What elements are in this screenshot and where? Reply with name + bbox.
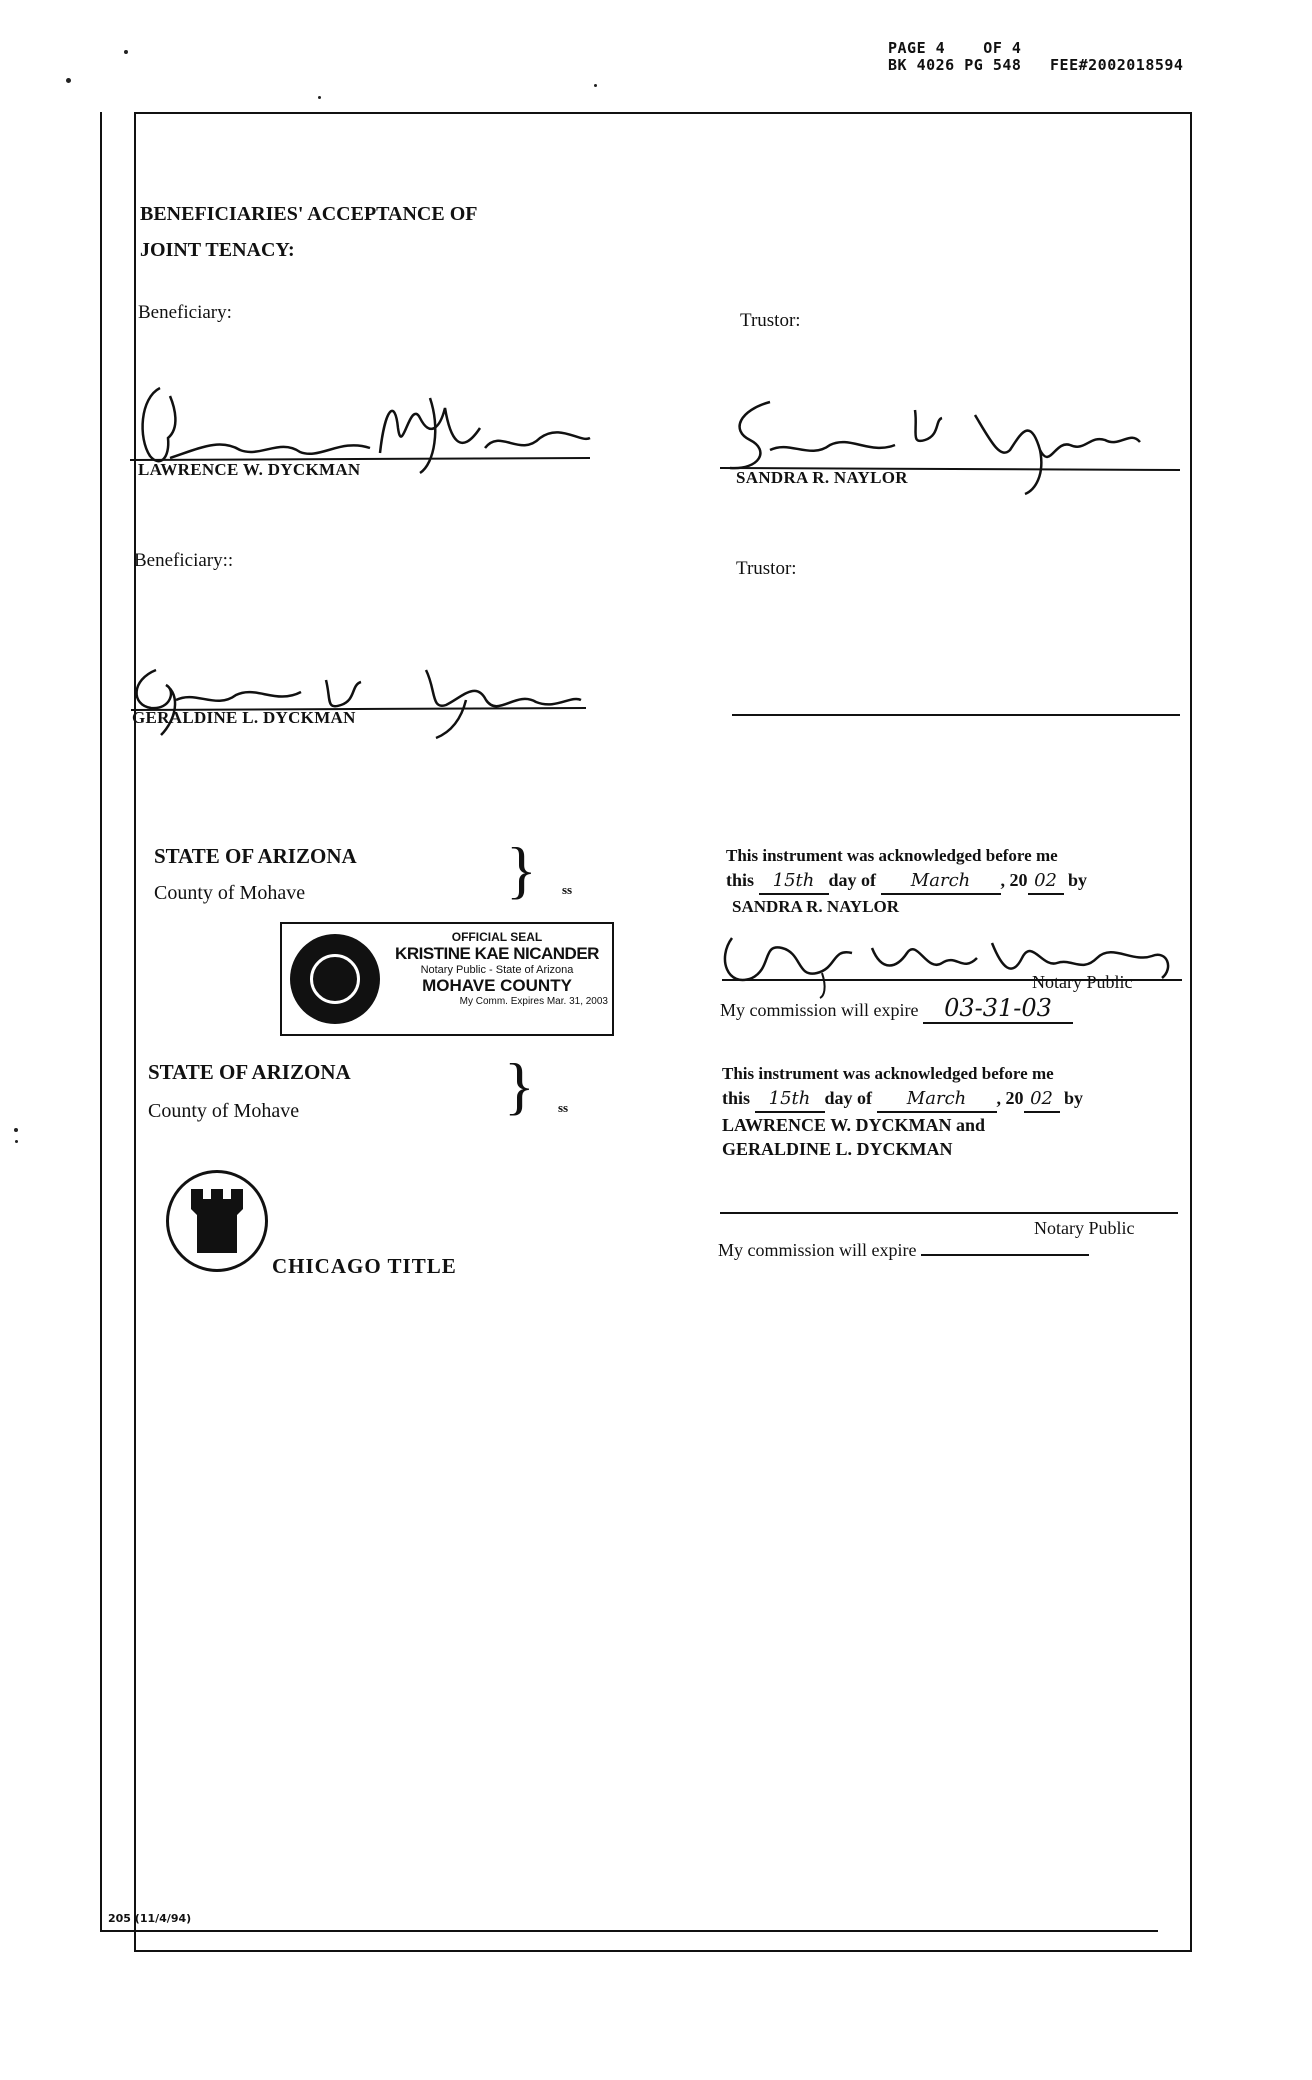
- trustor1-label: Trustor:: [740, 310, 801, 331]
- notary1-line1: This instrument was acknowledged before me: [726, 846, 1058, 865]
- notary2-notary-public: Notary Public: [1034, 1218, 1135, 1238]
- notary1-state: STATE OF ARIZONA: [154, 844, 357, 868]
- notary1-day-of: day of: [828, 870, 877, 890]
- scan-speck: [15, 1140, 18, 1143]
- notary1-this: this: [726, 870, 755, 890]
- notary2-state: STATE OF ARIZONA: [148, 1060, 351, 1084]
- notary2-county: [148, 1100, 299, 1123]
- recording-stamp: [888, 40, 1183, 74]
- notary2-signers-line2: GERALDINE L. DYCKMAN: [722, 1139, 953, 1159]
- trustor1-name: SANDRA R. NAYLOR: [736, 468, 908, 487]
- book-page-fee: BK 4026 PG 548 FEE#2002018594: [888, 56, 1184, 74]
- section-title: [140, 196, 477, 268]
- scan-speck: [594, 84, 597, 87]
- notary1-brace: }: [506, 834, 537, 905]
- seal-notary-name: KRISTINE KAE NICANDER: [395, 944, 599, 963]
- notary2-brace: }: [504, 1050, 535, 1121]
- beneficiary2-label: Beneficiary::: [134, 550, 234, 571]
- scan-speck: [66, 78, 71, 83]
- notary1-line2: [726, 868, 1166, 895]
- notary2-line1: This instrument was acknowledged before me: [722, 1064, 1054, 1083]
- trustor2-label: Trustor:: [736, 558, 797, 579]
- notary1-signer: SANDRA R. NAYLOR: [732, 897, 900, 916]
- seal-official: OFFICIAL SEAL: [451, 930, 543, 944]
- notary2-this: this: [722, 1088, 751, 1108]
- section-title-line1: BENEFICIARIES' ACCEPTANCE OF: [140, 203, 478, 225]
- notary1-commission-date: 03-31-03: [923, 994, 1073, 1024]
- seal-expiration: My Comm. Expires Mar. 31, 2003: [459, 996, 608, 1007]
- notary1-county: [154, 882, 305, 905]
- notary1-notary-public: Notary Public: [1032, 972, 1133, 992]
- notary1-county-text: County of Mohave: [154, 882, 306, 904]
- notary2-signers-line1: LAWRENCE W. DYCKMAN and: [722, 1115, 986, 1135]
- notary2-commission: [718, 1238, 1089, 1261]
- scan-speck: [124, 50, 128, 54]
- seal-text-block: [386, 930, 608, 1007]
- notary1-ss: ss: [562, 882, 573, 897]
- section-title-line2: JOINT TENACY:: [140, 239, 295, 261]
- notary2-line2: [722, 1086, 1172, 1113]
- notary1-month: March: [881, 869, 1001, 895]
- notary2-county-text: County of Mohave: [148, 1100, 300, 1122]
- trustor2-signature-line: [732, 714, 1180, 716]
- chicago-title-text: CHICAGO TITLE: [272, 1254, 457, 1278]
- beneficiary1-label: Beneficiary:: [138, 302, 232, 323]
- notary1-commission-label: My commission will expire: [720, 1000, 919, 1020]
- notary2-day: 15th: [755, 1087, 825, 1113]
- notary2-commission-blank: [921, 1238, 1089, 1256]
- page-number: PAGE 4 OF 4: [888, 39, 1022, 57]
- seal-county: MOHAVE COUNTY: [422, 976, 572, 995]
- notary2-month: March: [877, 1087, 997, 1113]
- notary1-by: by: [1068, 870, 1088, 890]
- seal-jurisdiction: Notary Public - State of Arizona: [420, 964, 574, 976]
- notary-seal: [280, 922, 614, 1036]
- notary1-year-prefix: , 20: [1000, 870, 1028, 890]
- notary2-year: 02: [1024, 1087, 1060, 1113]
- scan-speck: [318, 96, 321, 99]
- notary2-year-prefix: , 20: [996, 1088, 1024, 1108]
- notary2-commission-label: My commission will expire: [718, 1240, 917, 1260]
- chicago-title-logo: [166, 1170, 268, 1272]
- notary1-year: 02: [1028, 869, 1064, 895]
- scan-speck: [14, 1128, 18, 1132]
- notary2-signature-line: [720, 1212, 1178, 1214]
- beneficiary1-name: LAWRENCE W. DYCKMAN: [138, 460, 361, 479]
- notary2-day-of: day of: [824, 1088, 873, 1108]
- castle-tower-icon: [187, 1189, 247, 1253]
- document-bottom-rule: [102, 1930, 1158, 1932]
- beneficiary2-name: GERALDINE L. DYCKMAN: [132, 708, 356, 727]
- notary2-acknowledgement: [722, 1062, 1172, 1161]
- notary2-by: by: [1064, 1088, 1084, 1108]
- notary1-day: 15th: [759, 869, 829, 895]
- seal-emblem: [290, 934, 380, 1024]
- notary1-commission: [720, 994, 1073, 1024]
- notary1-acknowledgement: [726, 844, 1166, 919]
- form-number: 205 (11/4/94): [108, 1912, 192, 1925]
- seal-emblem-inner: [310, 954, 360, 1004]
- notary2-ss: ss: [558, 1100, 569, 1115]
- document-left-edge: [100, 112, 102, 1932]
